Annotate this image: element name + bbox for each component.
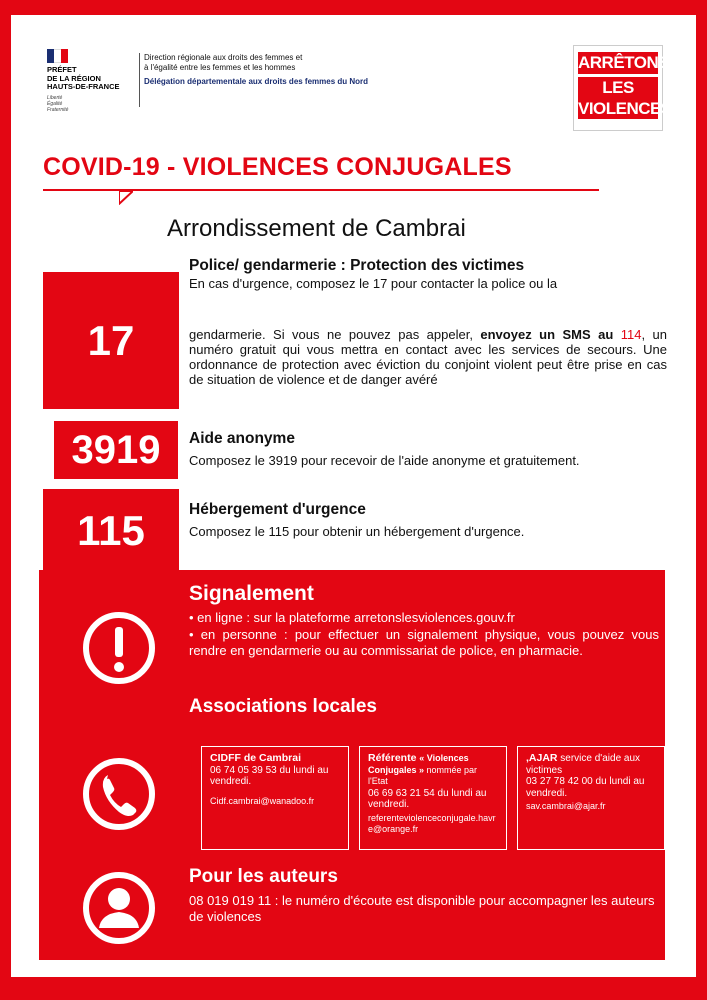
- association-box-cidff: [201, 746, 349, 850]
- association-email: sav.cambrai@ajar.fr: [526, 801, 606, 811]
- police-number: 17: [43, 272, 179, 409]
- association-box-referente: Référente « Violences Conjugales » nommée par l'Etat 06 69 63 21 54 du lundi au vendredi. referenteviolenceconjugale.havre@orange.fr: [359, 746, 507, 850]
- gov-motto: Liberté Égalité Fraternité: [47, 94, 69, 113]
- association-name: Référente: [368, 752, 417, 764]
- arretons-les-violences-logo: ARRÊTONS LES VIOLENCES: [573, 45, 663, 131]
- police-line-1: En cas d'urgence, composez le 17 pour contacter la police ou la: [189, 276, 558, 291]
- signalement-heading: Signalement: [189, 582, 314, 605]
- association-email: referenteviolenceconjugale.havre@orange.fr: [368, 812, 496, 834]
- person-icon: [81, 870, 157, 946]
- association-email: Cidf.cambrai@wanadoo.fr: [210, 795, 315, 806]
- hebergement-number: 115: [43, 489, 179, 572]
- title-notch-icon: [119, 191, 133, 205]
- poster-page: [11, 15, 696, 977]
- gov-line-2: DE LA RÉGION: [47, 73, 101, 83]
- direction-line-2: à l'égalité entre les femmes et les hommes: [144, 63, 296, 72]
- signalement-item-online: • en ligne : sur la plateforme arretonslesviolences.gouv.fr: [189, 610, 515, 625]
- auteurs-body: 08 019 019 11 : le numéro d'écoute est disponible pour accompagner les auteurs de violences: [189, 893, 655, 924]
- prefet-logo: [47, 49, 147, 113]
- associations-heading: Associations locales: [189, 696, 377, 717]
- exclamation-icon: [81, 610, 157, 686]
- aide-heading: Aide anonyme: [189, 430, 295, 447]
- delegation-text: Délégation départementale aux droits des femmes du Nord: [144, 77, 369, 86]
- marianne-flag-icon: [47, 49, 69, 63]
- direction-text: [144, 53, 394, 87]
- police-heading: Police/ gendarmerie : Protection des victimes: [189, 257, 525, 274]
- hebergement-body: Composez le 115 pour obtenir un hébergement d'urgence.: [189, 524, 525, 539]
- phone-icon: [81, 756, 157, 832]
- aide-number: 3919: [54, 421, 178, 479]
- signalement-item-person: • en personne : pour effectuer un signalement physique, vous pouvez vous rendre en gendarmerie ou au commissariat de police, en pharmacie.: [189, 627, 659, 658]
- sms-highlight: envoyez un SMS au: [480, 327, 614, 342]
- auteurs-heading: Pour les auteurs: [189, 866, 338, 887]
- association-detail: 06 69 63 21 54 du lundi au vendredi.: [368, 787, 487, 810]
- association-name: CIDFF de Cambrai: [210, 752, 302, 764]
- sms-number: 114: [613, 327, 642, 342]
- arrondissement-title: Arrondissement de Cambrai: [167, 215, 466, 242]
- gov-line-1: PRÉFET: [47, 65, 77, 74]
- police-paragraph: gendarmerie. Si vous ne pouvez pas appeler, envoyez un SMS au 114, un numéro gratuit qui vous mettra en contact avec les services de secours. Une ordonnance de protection avec éviction du conjoint violent peut être prise en cas de situation de violence et de danger avéré: [189, 327, 667, 387]
- aide-body: Composez le 3919 pour recevoir de l'aide anonyme et gratuitement.: [189, 453, 580, 468]
- info-panel: [39, 570, 665, 960]
- gov-line-3: HAUTS-DE-FRANCE: [47, 82, 120, 91]
- direction-line-1: Direction régionale aux droits des femmes et: [144, 53, 303, 62]
- hebergement-heading: Hébergement d'urgence: [189, 501, 366, 518]
- association-name: ,AJAR: [526, 752, 558, 764]
- association-box-ajar: ,AJAR service d'aide aux victimes 03 27 78 42 00 du lundi au vendredi. sav.cambrai@ajar.fr: [517, 746, 665, 850]
- header-divider: [139, 53, 140, 107]
- page-title: COVID-19 - VIOLENCES CONJUGALES: [43, 153, 512, 181]
- association-detail: 06 74 05 39 53 du lundi au vendredi.: [210, 764, 329, 787]
- association-detail: 03 27 78 42 00 du lundi au vendredi.: [526, 776, 645, 799]
